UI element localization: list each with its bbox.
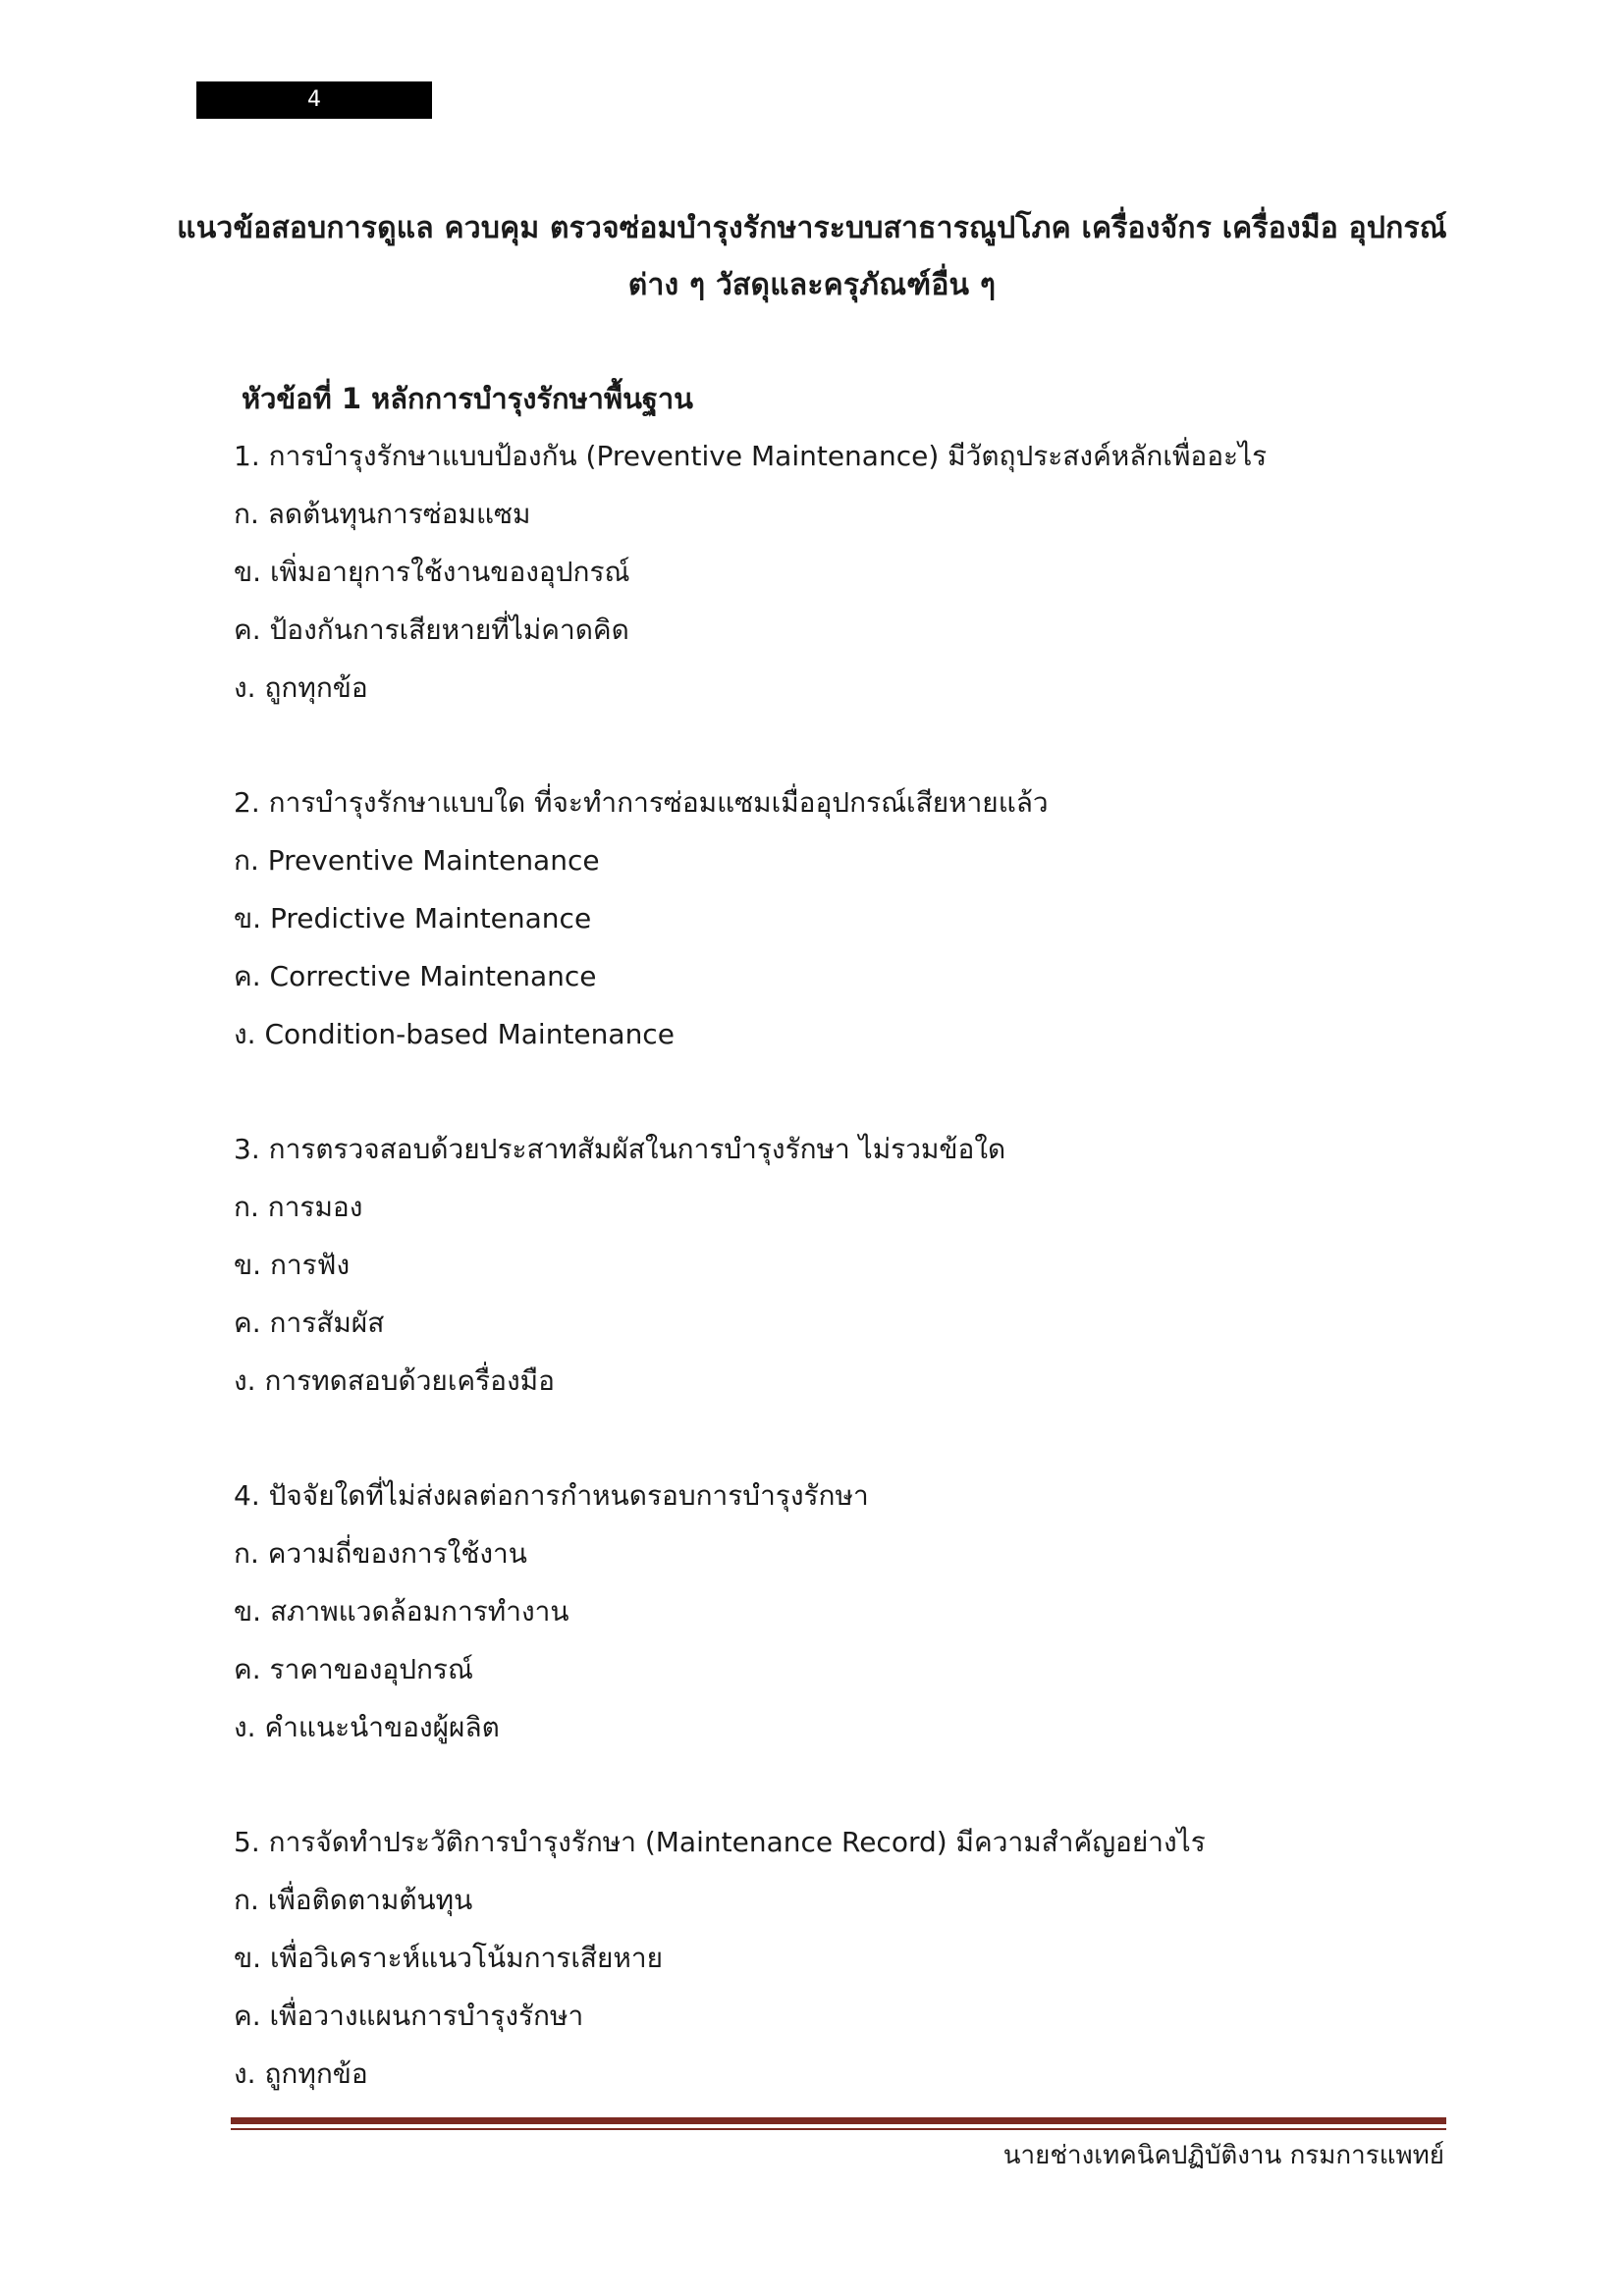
document-title-line-2: ต่าง ๆ วัสดุและครุภัณฑ์อื่น ๆ: [627, 268, 997, 302]
q2-choice-b: ข. Predictive Maintenance: [234, 902, 592, 934]
q3-choice-c: ค. การสัมผัส: [234, 1307, 385, 1339]
q5-choice-c: ค. เพื่อวางแผนการบำรุงรักษา: [234, 2000, 584, 2032]
q5-choice-b: ข. เพื่อวิเคราะห์แนวโน้มการเสียหาย: [234, 1942, 663, 1974]
question-5: 5. การจัดทำประวัติการบำรุงรักษา (Maintenance Record) มีความสำคัญอย่างไร: [234, 1826, 1206, 1858]
question-1: 1. การบำรุงรักษาแบบป้องกัน (Preventive Maintenance) มีวัตถุประสงค์หลักเพื่ออะไร: [234, 440, 1268, 472]
topic-heading: หัวข้อที่ 1 หลักการบำรุงรักษาพื้นฐาน: [242, 382, 694, 415]
footer-divider: [231, 2117, 1446, 2124]
q5-choice-a: ก. เพื่อติดตามต้นทุน: [234, 1884, 473, 1916]
footer-divider-thin: [231, 2128, 1446, 2130]
q3-choice-b: ข. การฟัง: [234, 1249, 351, 1281]
q1-choice-c: ค. ป้องกันการเสียหายที่ไม่คาดคิด: [234, 614, 629, 646]
q4-choice-a: ก. ความถี่ของการใช้งาน: [234, 1537, 527, 1570]
q2-choice-a: ก. Preventive Maintenance: [234, 844, 600, 877]
page-number: 4: [196, 81, 432, 119]
q4-choice-d: ง. คำแนะนำของผู้ผลิต: [234, 1711, 500, 1743]
q3-choice-d: ง. การทดสอบด้วยเครื่องมือ: [234, 1364, 555, 1397]
q1-choice-d: ง. ถูกทุกข้อ: [234, 671, 368, 704]
q4-choice-b: ข. สภาพแวดล้อมการทำงาน: [234, 1595, 569, 1628]
q1-choice-b: ข. เพิ่มอายุการใช้งานของอุปกรณ์: [234, 556, 630, 588]
q1-choice-a: ก. ลดต้นทุนการซ่อมแซม: [234, 498, 531, 530]
question-2: 2. การบำรุงรักษาแบบใด ที่จะทำการซ่อมแซมเมื่ออุปกรณ์เสียหายแล้ว: [234, 786, 1049, 819]
q3-choice-a: ก. การมอง: [234, 1191, 363, 1223]
q4-choice-c: ค. ราคาของอุปกรณ์: [234, 1653, 473, 1685]
question-3: 3. การตรวจสอบด้วยประสาทสัมผัสในการบำรุงรักษา ไม่รวมข้อใด: [234, 1133, 1006, 1165]
footer-department: นายช่างเทคนิคปฏิบัติงาน กรมการแพทย์: [1002, 2141, 1444, 2170]
q2-choice-d: ง. Condition-based Maintenance: [234, 1018, 675, 1050]
q2-choice-c: ค. Corrective Maintenance: [234, 960, 597, 992]
document-title-line-1: แนวข้อสอบการดูแล ควบคุม ตรวจซ่อมบำรุงรักษาระบบสาธารณูปโภค เครื่องจักร เครื่องมือ อุปกรณ์: [177, 211, 1447, 245]
question-4: 4. ปัจจัยใดที่ไม่ส่งผลต่อการกำหนดรอบการบำรุงรักษา: [234, 1479, 869, 1512]
q5-choice-d: ง. ถูกทุกข้อ: [234, 2057, 368, 2090]
